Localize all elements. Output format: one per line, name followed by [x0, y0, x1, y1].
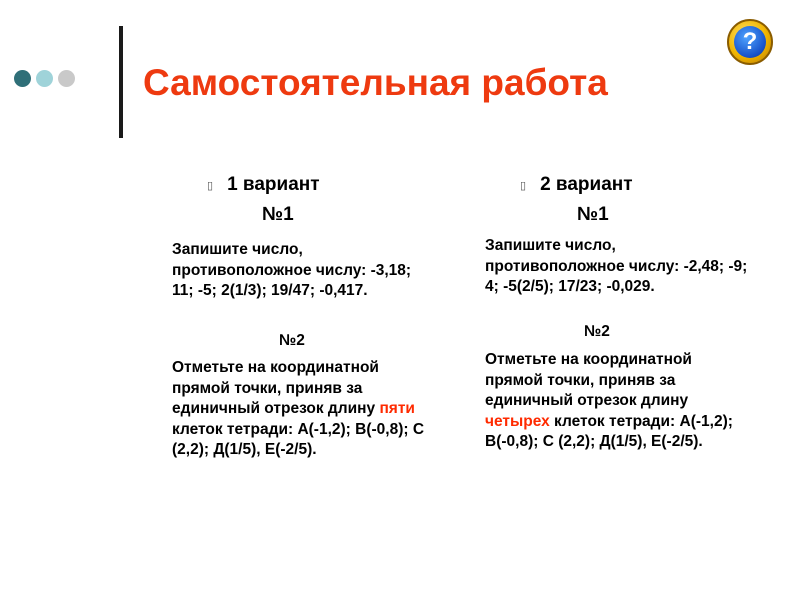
title-divider — [119, 26, 123, 138]
page-title: Самостоятельная работа — [143, 62, 608, 103]
bullet-icon: ▯ — [520, 179, 527, 192]
left-task2-after: клеток тетради: А(-1,2); В(-0,8); С (2,2); Д(1/5), Е(-2/5). — [172, 420, 425, 459]
left-task2-highlight: пяти — [379, 400, 415, 418]
left-task2-number: №2 — [279, 332, 305, 349]
bullet-icon: ▯ — [207, 179, 214, 192]
dot-dark — [14, 70, 31, 87]
right-task2-before: Отметьте на координатной прямой точки, приняв за единичный отрезок длину — [485, 351, 692, 410]
variant-2-heading — [520, 174, 633, 196]
left-task2-text — [172, 358, 430, 461]
variant-1-label: 1 вариант — [227, 174, 320, 195]
dot-light — [36, 70, 53, 87]
left-task2-before: Отметьте на координатной прямой точки, приняв за единичный отрезок длину — [172, 359, 380, 418]
decorative-dots — [14, 70, 75, 87]
question-help-icon[interactable] — [727, 19, 773, 65]
right-task1-number: №1 — [577, 204, 609, 225]
right-task2-highlight: четырех — [485, 412, 550, 430]
variant-1-heading — [207, 174, 320, 196]
question-mark: ? — [734, 26, 766, 58]
right-task2-number: №2 — [584, 323, 610, 340]
right-task2-text — [485, 350, 745, 453]
right-task2-after: клеток тетради: А(-1,2); В(-0,8); С (2,2); Д(1/5), Е(-2/5). — [485, 412, 733, 451]
right-task1-text: Запишите число, противоположное числу: -2,48; -9; 4; -5(2/5); 17/23; -0,029. — [485, 237, 748, 296]
dot-grey — [58, 70, 75, 87]
variant-2-label: 2 вариант — [540, 174, 633, 195]
left-task1-text: Запишите число, противоположное числу: -3,18; 11; -5; 2(1/3); 19/47; -0,417. — [172, 241, 412, 300]
left-task1-number: №1 — [262, 204, 294, 225]
